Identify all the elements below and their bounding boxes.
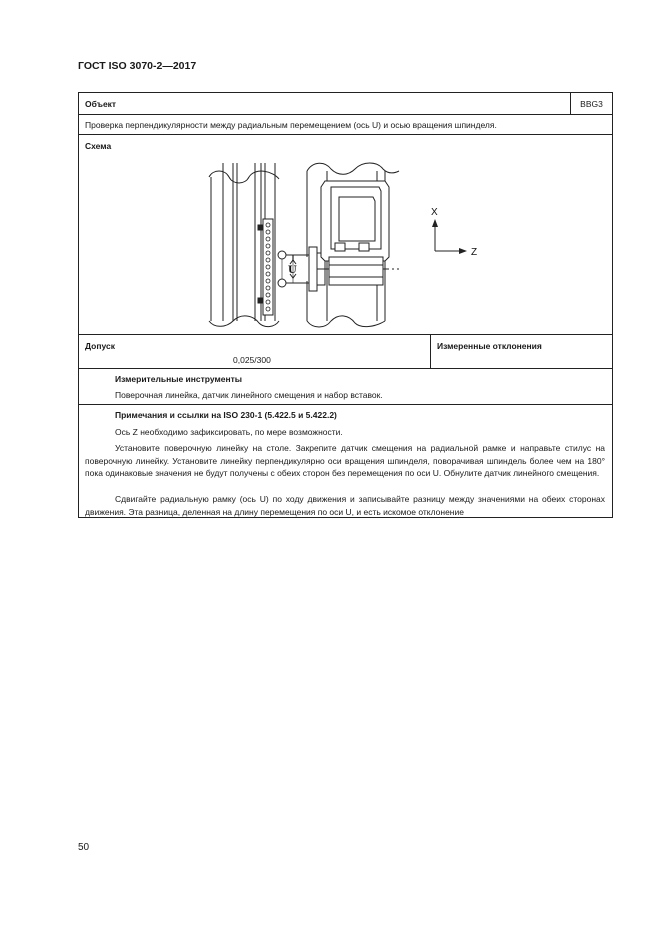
description-row	[79, 115, 612, 135]
notes-label: Примечания и ссылки на ISO 230-1 (5.422.5 и 5.422.2)	[115, 410, 337, 420]
scheme-label: Схема	[85, 141, 112, 151]
document-header: ГОСТ ISO 3070-2—2017	[78, 60, 197, 72]
straightedge	[258, 219, 273, 315]
scheme-diagram	[199, 157, 499, 333]
column-divider	[430, 335, 431, 369]
notes-row	[79, 405, 612, 517]
note-paragraph: Ось Z необходимо зафиксировать, по мере возможности.	[115, 427, 343, 437]
axis-z-label: Z	[471, 247, 478, 258]
object-row	[79, 93, 612, 115]
spindle-body	[307, 163, 399, 327]
coordinate-axes	[432, 219, 467, 254]
tolerance-value: 0,025/300	[233, 355, 271, 365]
scheme-row	[79, 135, 612, 335]
instruments-label: Измерительные инструменты	[115, 374, 243, 384]
axis-u-label: U	[288, 265, 297, 276]
object-label: Объект	[85, 99, 117, 109]
check-table	[78, 92, 613, 518]
note-paragraph: Сдвигайте радиальную рамку (ось U) по ходу движения и записывайте разницу между значениями на обеих сторонах движения. Эта разница, деленная на длину перемещения по оси U, и есть искомое отклонение	[85, 494, 605, 517]
page-number: 50	[78, 842, 90, 853]
instruments-text: Поверочная линейка, датчик линейного смещения и набор вставок.	[115, 390, 383, 400]
note-paragraph: Установите поверочную линейку на столе. Закрепите датчик смещения на радиальной рамке и направьте стилус на поверочную линейку. Установите линейку перпендикулярно оси вращения шпинделя, поворачивая шпиндель более чем на 180° пока одинаковые значения не будут получены с обеих сторон без перемещения по оси U. Обнулите датчик линейного смещения.	[85, 443, 605, 479]
tolerance-row	[79, 335, 612, 369]
measured-deviations-label: Измеренные отклонения	[437, 341, 542, 351]
object-code: BBG3	[570, 93, 612, 114]
axis-x-label: X	[431, 207, 438, 218]
instruments-row	[79, 369, 612, 405]
tolerance-label: Допуск	[85, 341, 115, 351]
object-description: Проверка перпендикулярности между радиальным перемещением (ось U) и осью вращения шпинделя.	[85, 120, 497, 130]
